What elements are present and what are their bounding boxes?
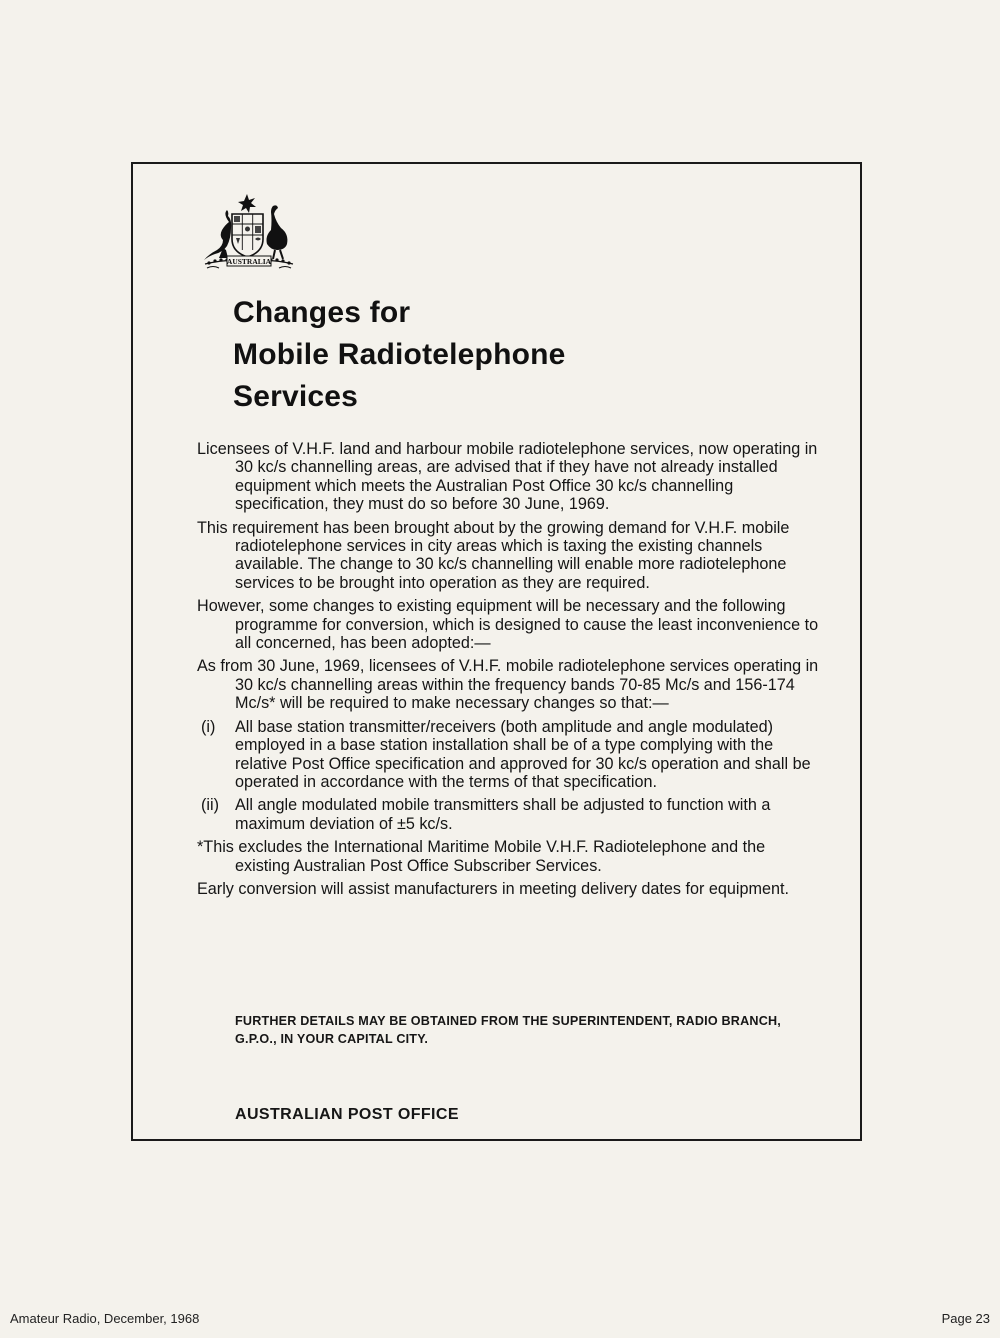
kangaroo-icon <box>204 210 231 260</box>
paragraph-requirement: This requirement has been brought about by the growing demand for V.H.F. mobile radiotelephone services in city areas which is taxing the existing channels available. The change to 30 kc/s channelling will enable more radiotelephone services to be brought into operation as they are required. <box>197 518 790 592</box>
headline <box>233 292 566 418</box>
notice-body <box>197 440 821 903</box>
list-item-text: All base station transmitter/receivers (both amplitude and angle modulated) employed in a base station installation shall be of a type complying with the relative Post Office specification and approved for 30 kc/s operation and shall be operated in accordance with the terms of that specification. <box>235 717 811 791</box>
page-number: Page 23 <box>941 1311 990 1326</box>
list-item-number: (i) <box>201 717 216 736</box>
footnote: *This excludes the International Maritime Mobile V.H.F. Radiotelephone and the existing Australian Post Office Subscriber Services. <box>197 838 766 875</box>
paragraph-as-from: As from 30 June, 1969, licensees of V.H.F. mobile radiotelephone services operating in 30 kc/s channelling areas within the frequency bands 70-85 Mc/s and 156-174 Mc/s* will be required to make necessary changes so that:— <box>197 657 819 713</box>
paragraph-licensees: Licensees of V.H.F. land and harbour mobile radiotelephone services, now operating in 30 kc/s channelling areas, are advised that if they have not already installed equipment which meets the Australian Post Office 30 kc/s channelling specification, they must do so before 30 June, 1969. <box>197 440 818 514</box>
paragraph-changes: However, some changes to existing equipment will be necessary and the following programme for conversion, which is designed to cause the least inconvenience to all concerned, has been adopted:— <box>197 597 819 653</box>
shield-icon <box>232 214 263 257</box>
crest-label: AUSTRALIA <box>226 257 272 266</box>
coat-of-arms-emblem <box>201 192 297 274</box>
further-details-notice: FURTHER DETAILS MAY BE OBTAINED FROM THE SUPERINTENDENT, RADIO BRANCH, G.P.O., IN YOUR CAPITAL CITY. <box>235 1014 781 1046</box>
commonwealth-star-icon <box>238 194 256 213</box>
list-item-text: All angle modulated mobile transmitters shall be adjusted to function with a maximum deviation of ±5 kc/s. <box>235 796 771 833</box>
signature: AUSTRALIAN POST OFFICE <box>235 1106 459 1123</box>
headline-line-3: Services <box>233 380 359 413</box>
advertisement-frame <box>131 162 862 1141</box>
emu-icon <box>267 205 288 259</box>
list-item-number: (ii) <box>201 796 219 815</box>
headline-line-1: Changes for <box>233 296 411 329</box>
headline-line-2: Mobile Radiotelephone <box>233 338 566 371</box>
list-item <box>197 718 821 792</box>
list-item <box>197 796 821 833</box>
paragraph-closing: Early conversion will assist manufacturers in meeting delivery dates for equipment. <box>197 879 790 898</box>
publication-footer: Amateur Radio, December, 1968 <box>10 1311 200 1326</box>
